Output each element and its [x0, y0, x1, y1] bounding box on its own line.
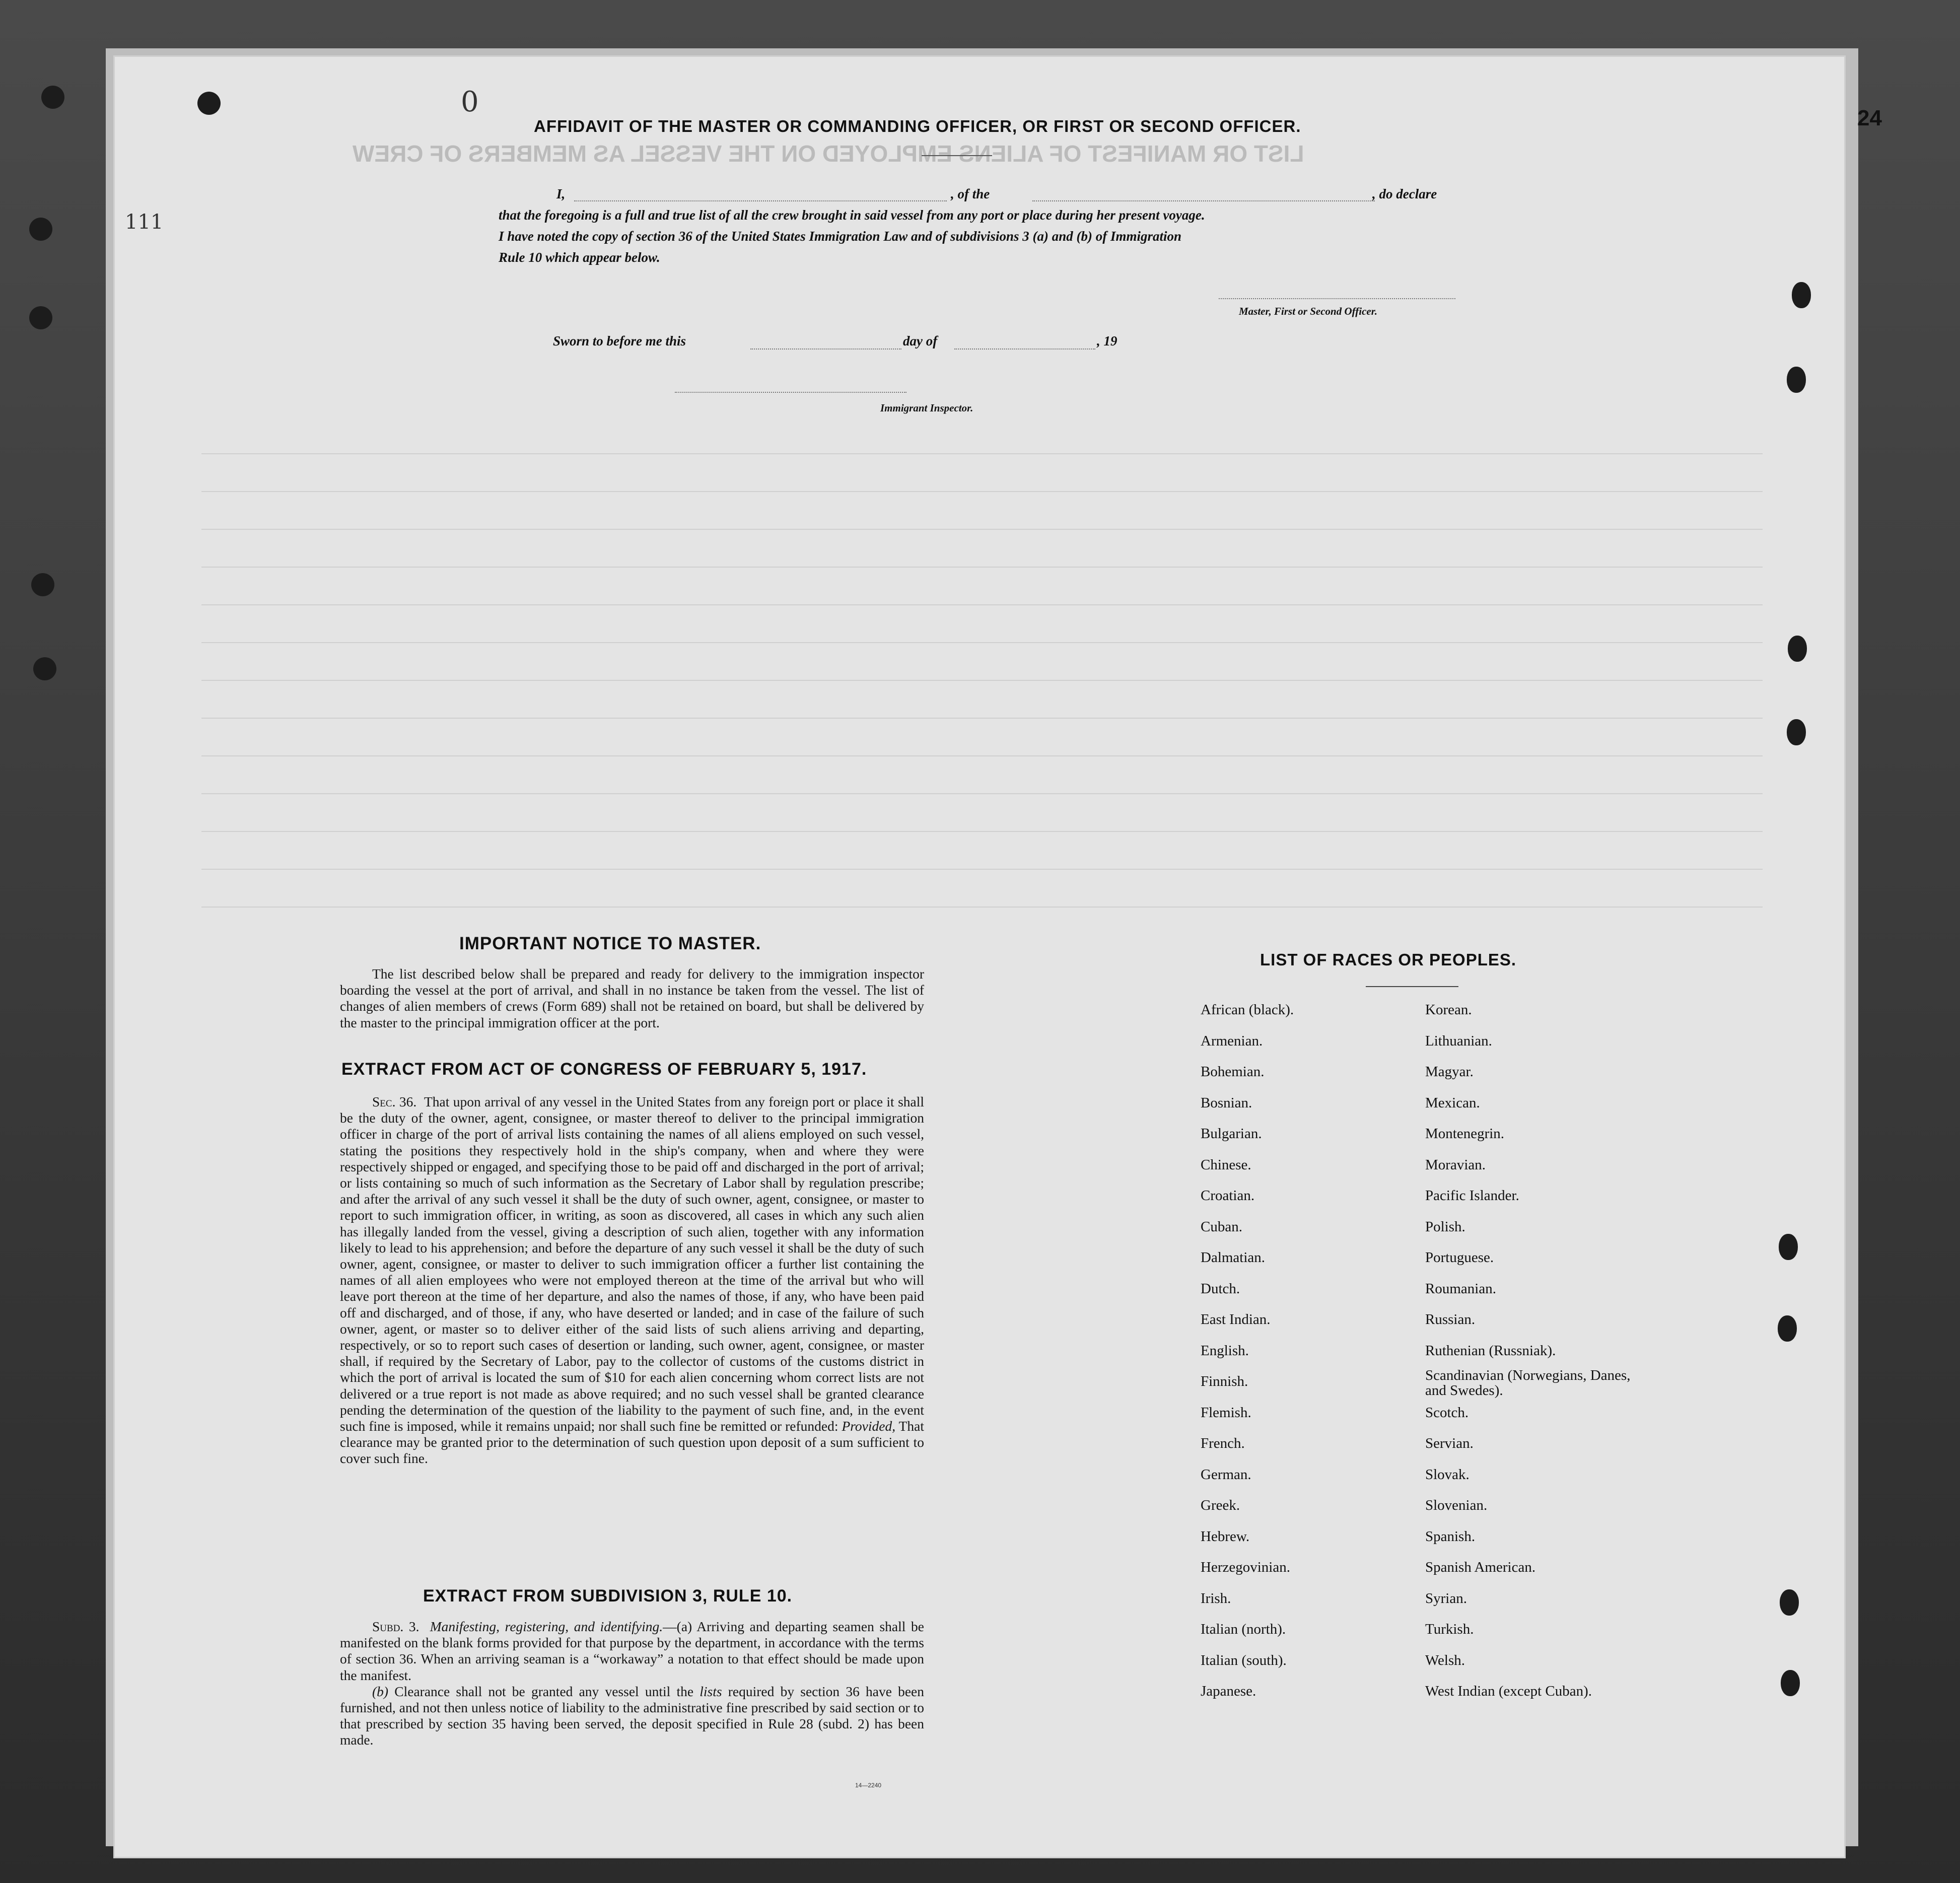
affidavit-line-2: that the foregoing is a full and true list of all the crew brought in said vessel from any port or place during her present voyage.: [499, 207, 1205, 223]
notice-paragraph: The list described below shall be prepared and ready for delivery to the immigration inspector boarding the vessel at the port of arrival, and shall in no instance be taken from the vessel. The list of changes of alien members of crews (Form 689) shall not be retained on board, but shall be delivered by the master to the principal immigration officer at the port.: [340, 966, 924, 1030]
race-item: Moravian.: [1425, 1156, 1486, 1173]
form-number: 14—2240: [855, 1782, 882, 1789]
race-item: Russian.: [1425, 1311, 1476, 1328]
part-a-label: —(a): [663, 1619, 692, 1634]
race-item: Irish.: [1201, 1590, 1231, 1607]
affidavit-i: I,: [556, 186, 566, 201]
race-item: Servian.: [1425, 1435, 1474, 1451]
race-item: Polish.: [1425, 1218, 1465, 1235]
extract-act-title: EXTRACT FROM ACT OF CONGRESS OF FEBRUARY 5, 1917.: [341, 1060, 867, 1079]
subd-heading: Manifesting, registering, and identifying.: [430, 1619, 663, 1634]
notice-title: IMPORTANT NOTICE TO MASTER.: [459, 934, 761, 953]
race-item: Roumanian.: [1425, 1280, 1496, 1297]
race-item: Portuguese.: [1425, 1249, 1494, 1266]
race-item: Montenegrin.: [1425, 1126, 1505, 1142]
extract-rule-title: EXTRACT FROM SUBDIVISION 3, RULE 10.: [423, 1586, 793, 1606]
race-item: Bulgarian.: [1201, 1126, 1262, 1142]
section-text-end: That clearance may be granted prior to the determination of such question upon deposit of a sum sufficient to cover such fine.: [340, 1418, 924, 1467]
notice-body: [340, 966, 924, 1031]
race-item: English.: [1201, 1342, 1249, 1359]
race-item: Italian (south).: [1201, 1652, 1287, 1668]
inspector-signature-blank: [675, 392, 906, 393]
page-number: 24: [1857, 106, 1882, 130]
race-item: Dutch.: [1201, 1280, 1240, 1297]
race-item: African (black).: [1201, 1002, 1294, 1018]
race-item: Slovak.: [1425, 1466, 1469, 1483]
race-item: Korean.: [1425, 1002, 1472, 1018]
signature-blank: [1219, 298, 1455, 299]
affidavit-do-declare: , do declare: [1372, 186, 1437, 201]
races-left-column: [1201, 995, 1294, 1707]
extract-act-body: [340, 1094, 924, 1467]
handwritten-margin-mark: 111: [125, 211, 164, 234]
race-item: Spanish.: [1425, 1528, 1476, 1545]
race-item: Dalmatian.: [1201, 1249, 1266, 1266]
affidavit-title-underline: [922, 155, 992, 156]
race-item: Croatian.: [1201, 1188, 1255, 1204]
part-b-text-pre: Clearance shall not be granted any vessel until the: [394, 1683, 694, 1699]
race-item: Bosnian.: [1201, 1094, 1252, 1111]
affidavit-of-the: , of the: [951, 186, 990, 201]
races-title: LIST OF RACES OR PEOPLES.: [1260, 950, 1517, 969]
sworn-month-blank: [954, 348, 1095, 350]
part-a-text: Arriving and departing seamen shall be manifested on the blank forms provided for that purpose by the department, in accordance with the terms of section 36. When an arriving seaman is a “workaway” a notation to that effect should be made upon the manifest.: [340, 1619, 924, 1683]
sworn-day-of: day of: [903, 333, 938, 348]
race-item: Greek.: [1201, 1497, 1240, 1513]
race-item: Turkish.: [1425, 1621, 1474, 1637]
race-item: Japanese.: [1201, 1683, 1256, 1699]
handwritten-top-mark: 0: [461, 86, 479, 118]
race-item: Mexican.: [1425, 1094, 1480, 1111]
subd-label: Subd. 3.: [372, 1619, 419, 1634]
inspector-caption: Immigrant Inspector.: [880, 402, 973, 414]
affidavit-name-blank: [574, 200, 947, 201]
race-item: Slovenian.: [1425, 1497, 1488, 1513]
race-item: Cuban.: [1201, 1218, 1242, 1235]
race-item: Ruthenian (Russniak).: [1425, 1342, 1556, 1359]
race-item: Lithuanian.: [1425, 1032, 1492, 1049]
part-b-text-post: required by section 36 have been furnished, and not then unless notice of liability to the administrative fine prescribed by said section or to that prescribed by section 35 having been served, the deposit specified in Rule 28 (subd. 2) has been made.: [340, 1683, 925, 1748]
race-item: French.: [1201, 1435, 1245, 1451]
race-item: Italian (north).: [1201, 1621, 1286, 1637]
race-item: Welsh.: [1425, 1652, 1465, 1668]
race-item: Hebrew.: [1201, 1528, 1250, 1545]
signature-caption: Master, First or Second Officer.: [1239, 305, 1377, 317]
race-item: Scotch.: [1425, 1404, 1469, 1421]
section-label: Sec. 36.: [372, 1094, 417, 1109]
race-item: Pacific Islander.: [1425, 1188, 1519, 1204]
race-item: Chinese.: [1201, 1156, 1251, 1173]
race-item: Finnish.: [1201, 1373, 1248, 1389]
affidavit-vessel-blank: [1032, 200, 1375, 201]
race-item: Bohemian.: [1201, 1064, 1265, 1080]
affidavit-line-4: Rule 10 which appear below.: [499, 250, 660, 265]
race-item: Magyar.: [1425, 1064, 1474, 1080]
race-item: Scandinavian (Norwegians, Danes, and Swedes).: [1425, 1367, 1631, 1399]
race-item: East Indian.: [1201, 1311, 1271, 1328]
part-b-lists: lists: [699, 1683, 722, 1699]
section-text: That upon arrival of any vessel in the United States from any foreign port or place it shall be the duty of the owner, agent, consignee, or master thereof to deliver to the principal immigration officer in charge of the port of arrival lists containing the names of all aliens employed on such vessel, stating the positions they respectively hold in the ship's company, when and where they were respectively shipped or engaged, and specifying those to be paid off and discharged in the port of arrival; or lists containing so much of such information as the Secretary of Labor shall by regulation prescribe; and after the arrival of any such vessel it shall be the duty of such owner, agent, consignee, or master to report to such immigration officer, in writing, as soon as discovered, all cases in which any such alien has illegally landed from the vessel, giving a description of such alien, together with any information likely to lead to his apprehension; and before the departure of any such vessel it shall be the duty of such owner, agent, consignee, or master to deliver to such immigration officer a further list containing the names of all alien employees who were not employed thereon at the time of the arrival but who will leave port thereon at the time of her departure, and also the names of those, if any, who have been paid off and discharged, and of those, if any, who have deserted or landed; and in case of the failure of such owner, agent, or master so to deliver either of the said lists of such aliens arriving and departing, respectively, or so to report such cases of desertion or landing, such owner, agent, consignee, or master shall, if required by the Secretary of Labor, pay to the collector of customs of the customs district in which the port of arrival is located the sum of $10 for each alien concerning whom correct lists are not delivered or a true report is not made as above required; and no such vessel shall be granted clearance pending the determination of the question of the liability to the payment of such fine, and, in the event such fine is imposed, while it remains unpaid; nor shall such fine be remitted or refunded:: [340, 1094, 925, 1434]
bleed-through-manifest-title: LIST OR MANIFEST OF ALIENS EMPLOYED ON THE VESSEL AS MEMBERS OF CREW: [353, 141, 1304, 167]
races-right-column: [1425, 995, 1637, 1707]
race-item: West Indian (except Cuban).: [1425, 1683, 1592, 1699]
race-item: Spanish American.: [1425, 1559, 1536, 1575]
race-item: Armenian.: [1201, 1032, 1263, 1049]
part-b-label: (b): [372, 1683, 389, 1699]
affidavit-line-3: I have noted the copy of section 36 of the United States Immigration Law and of subdivisions 3 (a) and (b) of Immigration: [499, 229, 1182, 244]
race-item: German.: [1201, 1466, 1251, 1483]
races-title-rule: [1366, 986, 1458, 987]
sworn-year: , 19: [1097, 333, 1117, 348]
affidavit-title: AFFIDAVIT OF THE MASTER OR COMMANDING OFFICER, OR FIRST OR SECOND OFFICER.: [534, 117, 1301, 135]
race-item: Herzegovinian.: [1201, 1559, 1290, 1575]
race-item: Syrian.: [1425, 1590, 1467, 1607]
race-item: Flemish.: [1201, 1404, 1251, 1421]
provided-word: Provided,: [842, 1418, 896, 1434]
extract-rule-body: [340, 1619, 924, 1749]
sworn-day-blank: [750, 348, 901, 350]
sworn-prefix: Sworn to before me this: [553, 333, 686, 348]
